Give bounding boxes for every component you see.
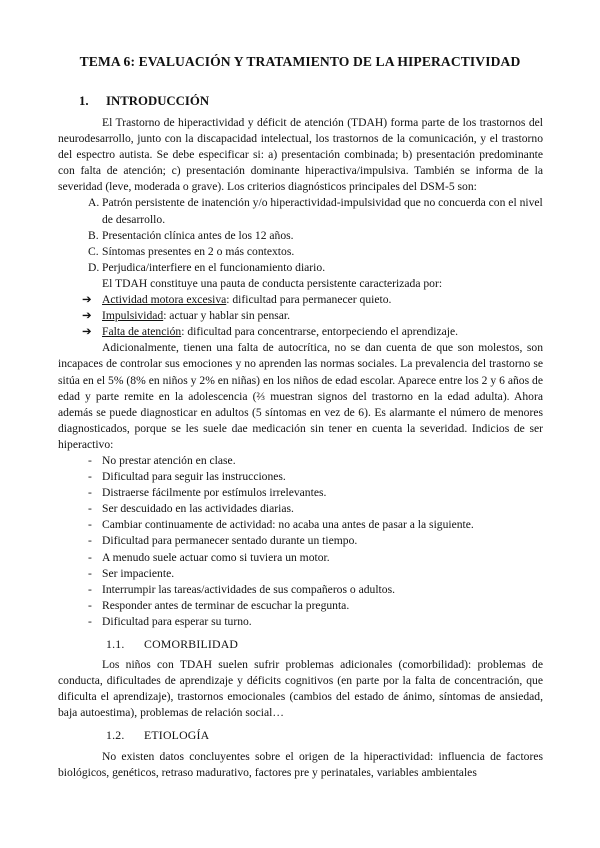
list-marker: D. xyxy=(88,260,100,274)
list-item-text: Ser descuidado en las actividades diarias. xyxy=(102,502,294,516)
list-item-text: Distraerse fácilmente por estímulos irrelevantes. xyxy=(102,486,327,500)
list-item xyxy=(58,533,543,549)
dash-marker: - xyxy=(88,582,92,596)
dash-marker: - xyxy=(88,518,92,532)
section-heading xyxy=(79,94,209,109)
dash-marker: - xyxy=(88,486,92,500)
indicators-list xyxy=(58,453,543,630)
list-item xyxy=(58,517,543,533)
list-item xyxy=(58,228,543,244)
list-item-text: Perjudica/interfiere en el funcionamiento diario. xyxy=(102,260,326,274)
pattern-term: Impulsividad xyxy=(102,309,164,323)
comorbidity-paragraph: Los niños con TDAH suelen sufrir problemas adicionales (comorbilidad): problemas de conducta, dificultades de aprendizaje y déficits cognitivos (en parte por la falta de concentración, que dificulta el aprendizaje), trastornos emocionales (cambios del estado de ánimo, síntomas de ansiedad, baja autoestima), problemas de relación social… xyxy=(58,658,543,720)
page-title: TEMA 6: EVALUACIÓN Y TRATAMIENTO DE LA HIPERACTIVIDAD xyxy=(79,54,521,69)
list-item xyxy=(58,485,543,501)
subsection-number: 1.1. xyxy=(106,637,125,651)
list-item-text: Patrón persistente de inatención y/o hiperactividad-impulsividad que no concuerda con el nivel de desarrollo. xyxy=(102,196,543,226)
dash-marker: - xyxy=(88,470,92,484)
subsection-heading-comorbidity xyxy=(106,636,543,652)
list-item xyxy=(58,260,543,276)
pattern-term: Actividad motora excesiva xyxy=(102,293,227,307)
dash-marker: - xyxy=(88,598,92,612)
list-item xyxy=(58,308,543,324)
pattern-intro: El TDAH constituye una pauta de conducta persistente caracterizada por: xyxy=(102,276,443,290)
section-title: INTRODUCCIÓN xyxy=(106,94,210,108)
dash-marker: - xyxy=(88,614,92,628)
list-item-text: Dificultad para permanecer sentado durante un tiempo. xyxy=(102,534,358,548)
list-item xyxy=(58,292,543,308)
pattern-term: Falta de atención xyxy=(102,325,182,339)
list-marker: A. xyxy=(88,196,100,210)
list-item-text: No prestar atención en clase. xyxy=(102,453,236,467)
list-item-text: Ser impaciente. xyxy=(102,566,175,580)
list-item xyxy=(58,324,543,340)
list-item xyxy=(58,582,543,598)
arrow-icon: ➔ xyxy=(82,325,92,339)
list-item xyxy=(58,501,543,517)
list-item xyxy=(58,469,543,485)
dash-marker: - xyxy=(88,453,92,467)
list-item-text: Interrumpir las tareas/actividades de sus compañeros o adultos. xyxy=(102,582,395,596)
list-item xyxy=(58,195,543,227)
list-marker: C. xyxy=(88,244,99,258)
dash-marker: - xyxy=(88,502,92,516)
list-item xyxy=(58,598,543,614)
arrow-icon: ➔ xyxy=(82,309,92,323)
list-item-text: Síntomas presentes en 2 o más contextos. xyxy=(102,244,295,258)
document-body xyxy=(58,115,543,781)
list-item-text: Presentación clínica antes de los 12 años. xyxy=(102,228,294,242)
pattern-description: : dificultad para concentrarse, entorpeciendo el aprendizaje. xyxy=(181,325,459,339)
list-item xyxy=(58,550,543,566)
arrow-icon: ➔ xyxy=(82,293,92,307)
criteria-list xyxy=(58,195,543,275)
pattern-description: : dificultad para permanecer quieto. xyxy=(226,293,392,307)
subsection-number: 1.2. xyxy=(106,728,125,743)
dash-marker: - xyxy=(88,534,92,548)
dash-marker: - xyxy=(88,566,92,580)
list-item xyxy=(58,566,543,582)
etiology-paragraph: No existen datos concluyentes sobre el origen de la hiperactividad: influencia de factores biológicos, genéticos, retraso madurativo, factores pre y perinatales, variables ambientales xyxy=(58,749,543,779)
subsection-title: COMORBILIDAD xyxy=(144,637,239,651)
subsection-heading-etiology xyxy=(106,727,543,743)
list-item-text: Responder antes de terminar de escuchar la pregunta. xyxy=(102,598,350,612)
list-item-text: Dificultad para seguir las instrucciones. xyxy=(102,470,286,484)
dash-marker: - xyxy=(88,550,92,564)
additional-paragraph: Adicionalmente, tienen una falta de autocrítica, no se dan cuenta de que son molestos, son incapaces de controlar sus emociones y no aprenden las normas sociales. La prevalencia del trastorno se sitúa en el 5% (8% en niños y 2% en niñas) en los niños de edad escolar. Aparece entre los 2 y 6 años de edad y parte remite en la adolescencia (⅔ muestran signos del trastorno en la edad adulta). Ahora además se puede diagnosticar en adultos (5 síntomas en vez de 6). Es alarmante el número de menores diagnosticados, porque se les suele dae medicación sin tener en cuenta la severidad. Indicios de ser hiperactivo: xyxy=(58,341,543,451)
pattern-description: : actuar y hablar sin pensar. xyxy=(163,309,291,323)
list-item xyxy=(58,614,543,630)
list-item-text: A menudo suele actuar como si tuviera un motor. xyxy=(102,550,330,564)
intro-paragraph: El Trastorno de hiperactividad y déficit de atención (TDAH) forma parte de los trastornos del neurodesarrollo, junto con la discapacidad intelectual, los trastornos de la comunicación, y el trastorno del espectro autista. Se debe especificar si: a) presentación combinada; b) presentación predominante con falta de atención; c) presentación dominante hiperactiva/impulsiva. También se informa de la severidad (leve, moderada o grave). Los criterios diagnósticos principales del DSM-5 son: xyxy=(58,116,543,194)
list-item xyxy=(58,453,543,469)
section-number: 1. xyxy=(79,94,89,108)
list-item-text: Dificultad para esperar su turno. xyxy=(102,614,252,628)
list-item-text: Cambiar continuamente de actividad: no acaba una antes de pasar a la siguiente. xyxy=(102,518,474,532)
pattern-list xyxy=(58,292,543,340)
list-marker: B. xyxy=(88,228,99,242)
list-item xyxy=(58,244,543,260)
subsection-title: ETIOLOGÍA xyxy=(144,728,210,743)
